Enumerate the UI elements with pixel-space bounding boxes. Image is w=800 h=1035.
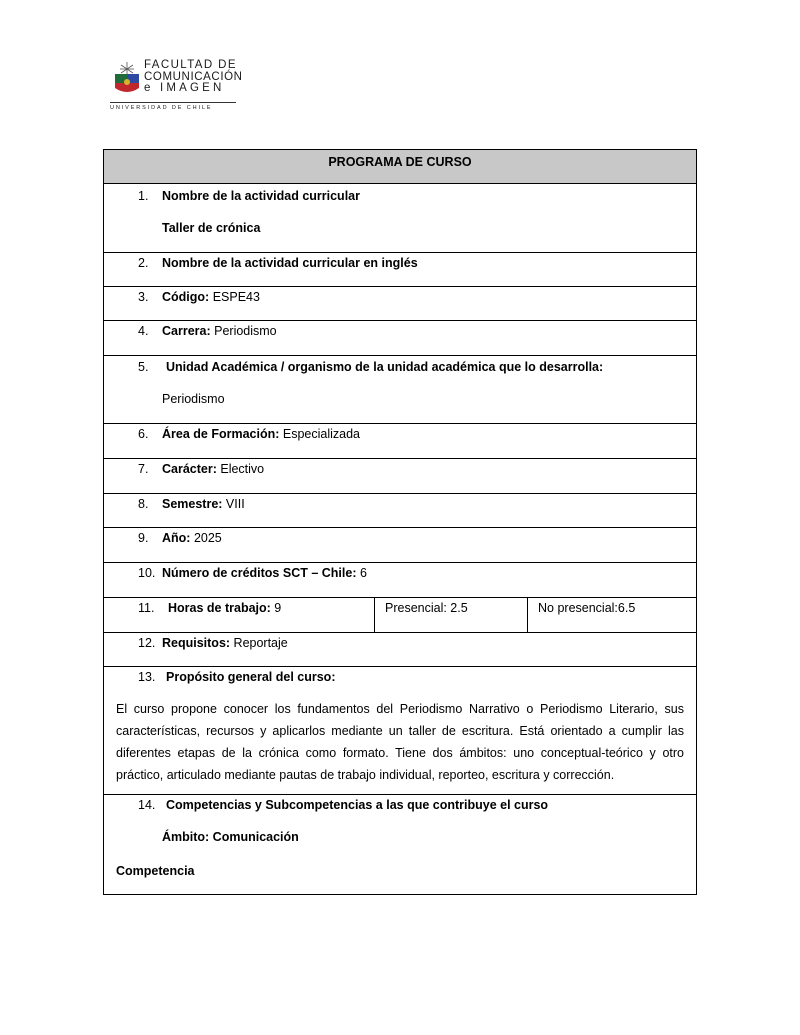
field-value: Electivo <box>216 462 265 476</box>
faculty-logo <box>110 44 243 114</box>
field-training-area <box>104 423 696 458</box>
field-value: Periodismo <box>162 392 225 406</box>
field-number: 9. <box>138 531 149 545</box>
logo-line-2: COMUNICACIÓN <box>144 70 243 83</box>
field-value: VIII <box>222 497 245 511</box>
field-requirements <box>104 632 696 666</box>
field-character <box>104 458 696 493</box>
logo-line-1: FACULTAD DE <box>144 59 237 71</box>
logo-subtitle: UNIVERSIDAD DE CHILE <box>110 105 213 111</box>
field-label: Número de créditos SCT – Chile: <box>162 566 357 580</box>
field-number: 14. <box>138 798 156 812</box>
field-value: 6 <box>356 566 367 580</box>
field-label: Carrera: <box>162 324 211 338</box>
field-work-hours <box>104 597 696 632</box>
field-career <box>104 320 696 355</box>
logo-divider <box>110 102 236 103</box>
field-label: Nombre de la actividad curricular <box>162 189 360 203</box>
field-competencies <box>104 794 696 894</box>
field-number: 5. <box>138 360 149 374</box>
field-number: 10. <box>138 566 156 580</box>
field-value: Reportaje <box>230 636 288 650</box>
field-value: Taller de crónica <box>162 221 261 235</box>
field-label: Requisitos: <box>162 636 231 650</box>
field-year <box>104 527 696 562</box>
field-number: 6. <box>138 427 149 441</box>
field-label: Semestre: <box>162 497 223 511</box>
field-code <box>104 286 696 320</box>
presencial-hours: Presencial: 2.5 <box>385 601 468 615</box>
field-value: 9 <box>270 601 282 615</box>
field-number: 13. <box>138 670 156 684</box>
field-label: Código: <box>162 290 210 304</box>
presencial-cell <box>374 598 528 632</box>
competencia-label: Competencia <box>116 864 195 878</box>
field-label: Competencias y Subcompetencias a las que contribuye el curso <box>166 798 549 812</box>
field-number: 3. <box>138 290 149 304</box>
field-semester <box>104 493 696 527</box>
field-course-name <box>104 183 696 252</box>
field-value: 2025 <box>190 531 222 545</box>
field-number: 4. <box>138 324 149 338</box>
field-value: Periodismo <box>210 324 277 338</box>
field-number: 8. <box>138 497 149 511</box>
field-label: Horas de trabajo: <box>168 601 271 615</box>
course-program-form <box>103 149 697 895</box>
field-label: Año: <box>162 531 191 545</box>
field-number: 1. <box>138 189 149 203</box>
field-label: Nombre de la actividad curricular en inglés <box>162 256 418 270</box>
field-label: Unidad Académica / organismo de la unidad académica que lo desarrolla: <box>166 360 604 374</box>
field-label: Propósito general del curso: <box>166 670 336 684</box>
logo-line-3: e IMAGEN <box>144 82 225 94</box>
field-number: 12. <box>138 636 156 650</box>
no-presencial-cell <box>528 598 696 632</box>
field-course-purpose <box>104 666 696 794</box>
no-presencial-hours: No presencial:6.5 <box>538 601 636 615</box>
field-credits <box>104 562 696 597</box>
ambito-label: Ámbito: Comunicación <box>162 830 299 844</box>
field-label: Carácter: <box>162 462 217 476</box>
field-number: 7. <box>138 462 149 476</box>
purpose-paragraph: El curso propone conocer los fundamentos del Periodismo Narrativo o Periodismo Literario, sus características, recursos y aplicarlos mediante un taller de escritura. Está orientado a cumplir las diferentes etapas de la crónica como formato. Tiene dos ámbitos: uno conceptual-teórico y otro práctico, articulado mediante pautas de trabajo individual, reporteo, escritura y corrección. <box>116 702 684 782</box>
field-number: 2. <box>138 256 149 270</box>
logo-wordmark <box>144 60 243 95</box>
field-academic-unit <box>104 355 696 423</box>
form-header <box>104 150 696 183</box>
university-shield-icon <box>112 62 142 94</box>
field-course-name-english <box>104 252 696 286</box>
form-title: PROGRAMA DE CURSO <box>328 155 472 169</box>
field-label: Área de Formación: <box>162 427 280 441</box>
field-value: Especializada <box>279 427 360 441</box>
field-number: 11. <box>138 601 155 615</box>
field-value: ESPE43 <box>209 290 260 304</box>
